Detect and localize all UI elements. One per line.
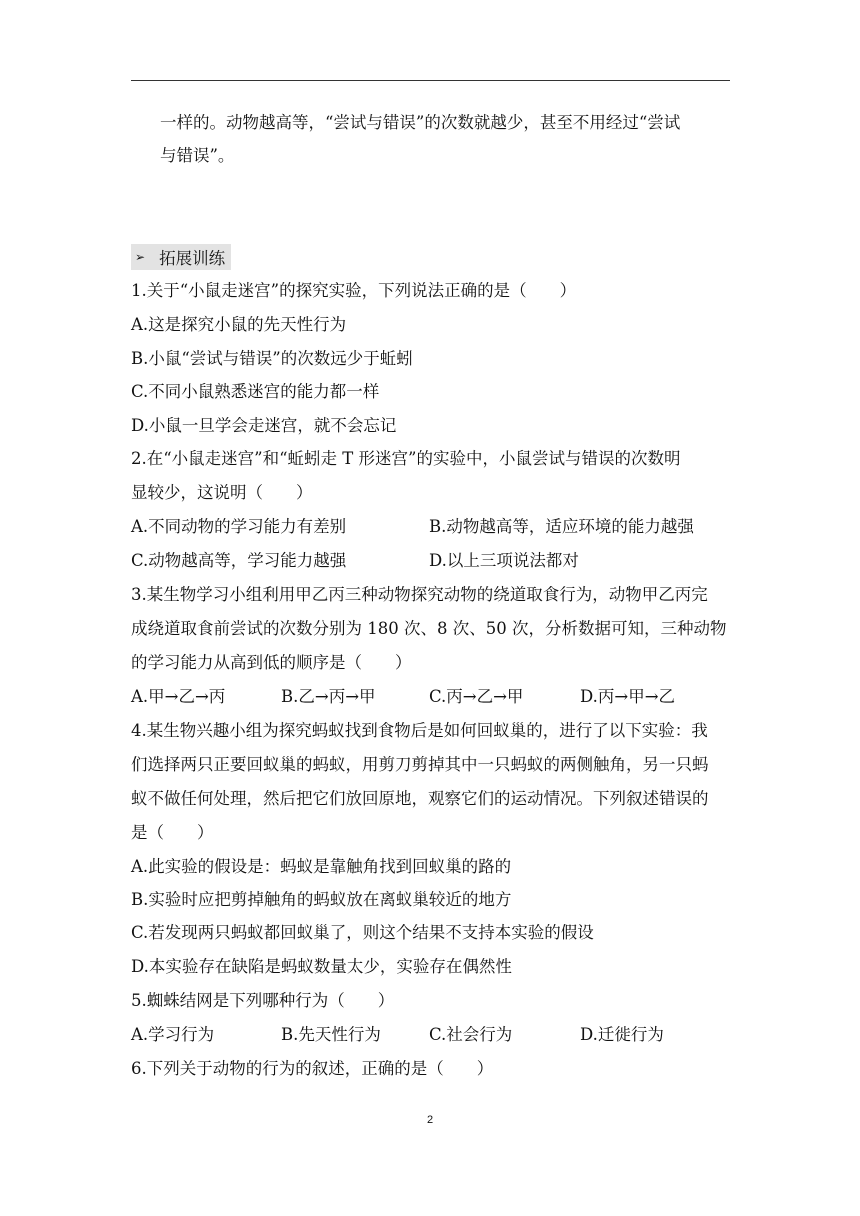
q4-stem-line-3: 蚁不做任何处理，然后把它们放回原地，观察它们的运动情况。下列叙述错误的 (131, 789, 709, 808)
q2-option-c: C.动物越高等，学习能力越强 (131, 551, 347, 570)
q3-stem-line-2: 成绕道取食前尝试的次数分别为 180 次、8 次、50 次，分析数据可知，三种动物 (131, 619, 727, 638)
q5-stem: 5.蜘蛛结网是下列哪种行为（ ） (131, 991, 395, 1010)
q5-option-d: D.迁徙行为 (580, 1025, 664, 1044)
q4-stem-line-4: 是（ ） (131, 823, 214, 842)
arrow-right-bullet-icon: ➢ (135, 250, 146, 264)
q3-stem-line-1: 3.某生物学习小组利用甲乙丙三种动物探究动物的绕道取食行为，动物甲乙丙完 (131, 585, 708, 604)
q4-option-b: B.实验时应把剪掉触角的蚂蚁放在离蚁巢较近的地方 (131, 890, 512, 909)
page-number: 2 (426, 1114, 434, 1126)
q4-stem-line-1: 4.某生物兴趣小组为探究蚂蚁找到食物后是如何回蚁巢的，进行了以下实验：我 (131, 721, 708, 740)
q2-option-b: B.动物越高等，适应环境的能力越强 (429, 517, 694, 536)
q2-stem-line-1: 2.在“小鼠走迷宫”和“蚯蚓走 T 形迷宫”的实验中，小鼠尝试与错误的次数明 (131, 449, 681, 468)
q6-stem: 6.下列关于动物的行为的叙述，正确的是（ ） (131, 1059, 494, 1078)
q4-option-a: A.此实验的假设是：蚂蚁是靠触角找到回蚁巢的路的 (131, 857, 512, 876)
section-header (131, 244, 231, 270)
intro-line-1: 一样的。动物越高等，“尝试与错误”的次数就越少，甚至不用经过“尝试 (160, 113, 681, 132)
q4-option-c: C.若发现两只蚂蚁都回蚁巢了，则这个结果不支持本实验的假设 (131, 923, 594, 942)
q2-stem-line-2: 显较少，这说明（ ） (131, 483, 313, 502)
q1-stem: 1.关于“小鼠走迷宫”的探究实验，下列说法正确的是（ ） (131, 281, 577, 300)
q3-option-a: A.甲→乙→丙 (131, 687, 226, 706)
q3-option-b: B.乙→丙→甲 (281, 687, 376, 706)
q2-option-d: D.以上三项说法都对 (429, 551, 579, 570)
q4-option-d: D.本实验存在缺陷是蚂蚁数量太少，实验存在偶然性 (131, 957, 512, 976)
section-title: 拓展训练 (159, 249, 226, 268)
header-rule (131, 80, 730, 81)
q1-option-b: B.小鼠“尝试与错误”的次数远少于蚯蚓 (131, 349, 413, 368)
q3-option-d: D.丙→甲→乙 (580, 687, 676, 706)
q5-option-a: A.学习行为 (131, 1025, 215, 1044)
q2-option-a: A.不同动物的学习能力有差别 (131, 517, 347, 536)
q5-option-b: B.先天性行为 (281, 1025, 381, 1044)
q1-option-d: D.小鼠一旦学会走迷宫，就不会忘记 (131, 416, 397, 435)
intro-line-2: 与错误”。 (160, 146, 235, 165)
q1-option-a: A.这是探究小鼠的先天性行为 (131, 315, 347, 334)
q1-option-c: C.不同小鼠熟悉迷宫的能力都一样 (131, 382, 380, 401)
q3-option-c: C.丙→乙→甲 (429, 687, 524, 706)
q3-stem-line-3: 的学习能力从高到低的顺序是（ ） (131, 653, 412, 672)
q5-option-c: C.社会行为 (429, 1025, 513, 1044)
q4-stem-line-2: 们选择两只正要回蚁巢的蚂蚁，用剪刀剪掉其中一只蚂蚁的两侧触角，另一只蚂 (131, 755, 709, 774)
